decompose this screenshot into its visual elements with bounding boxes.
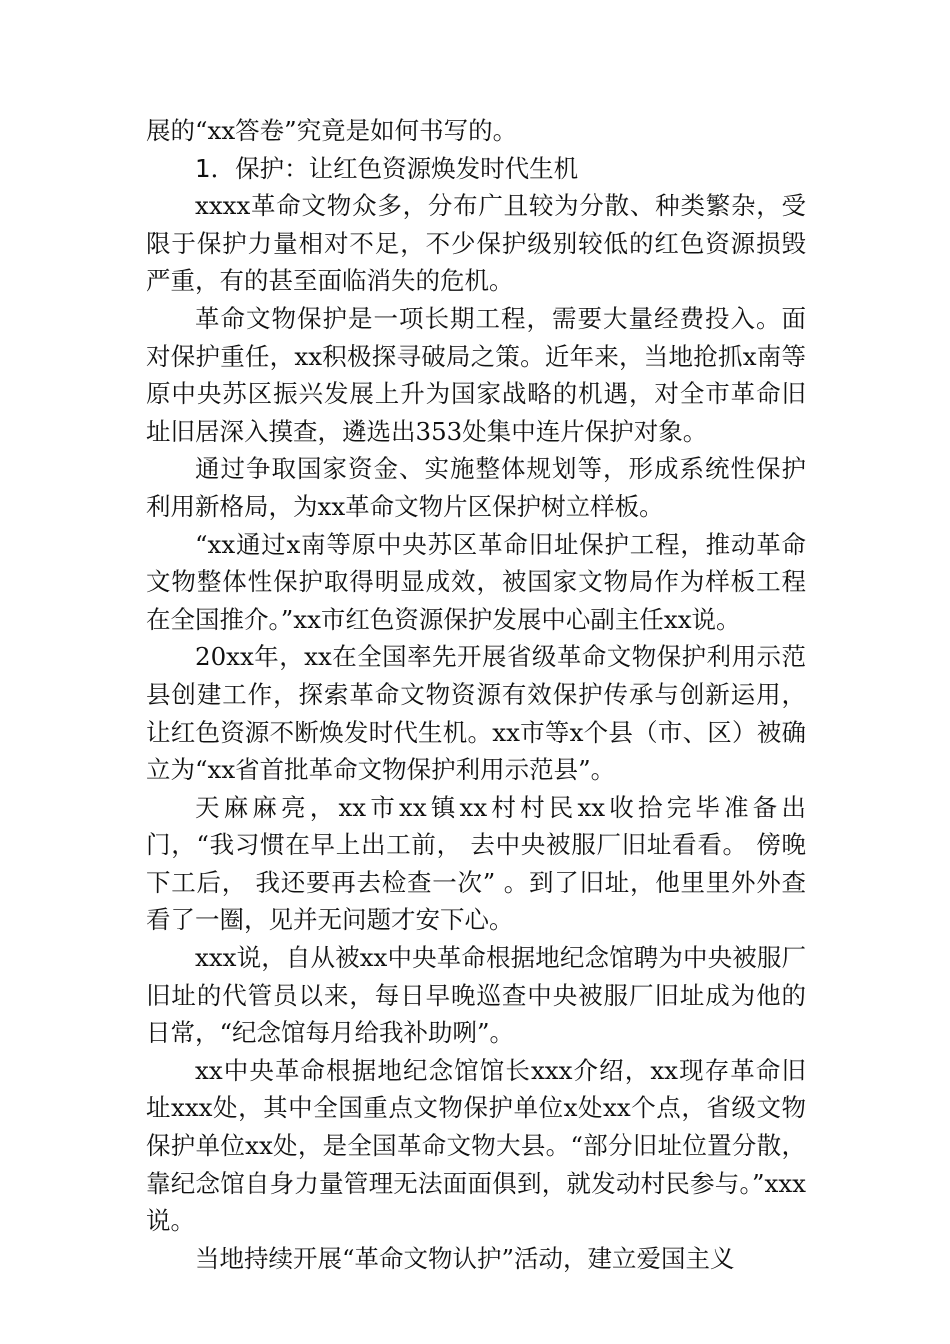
paragraph: 通过争取国家资金、实施整体规划等，形成系统性保护利用新格局，为xx革命文物片区保护树立样板。 <box>146 454 806 521</box>
paragraph: xxx说，自从被xx中央革命根据地纪念馆聘为中央被服厂旧址的代管员以来，每日早晚巡查中央被服厂旧址成为他的日常，“纪念馆每月给我补助咧”。 <box>146 943 806 1048</box>
paragraph: xxxx革命文物众多，分布广且较为分散、种类繁杂，受限于保护力量相对不足，不少保护级别较低的红色资源损毁严重，有的甚至面临消失的危机。 <box>146 191 806 296</box>
paragraph-quote: “xx通过x南等原中央苏区革命旧址保护工程，推动革命文物整体性保护取得明显成效，被国家文物局作为样板工程在全国推介。”xx市红色资源保护发展中心副主任xx说。 <box>146 529 806 634</box>
section-heading: 1．保护：让红色资源焕发时代生机 <box>195 153 579 183</box>
paragraph: 革命文物保护是一项长期工程，需要大量经费投入。面对保护重任，xx积极探寻破局之策。近年来，当地抢抓x南等原中央苏区振兴发展上升为国家战略的机遇，对全市革命旧址旧居深入摸查，遴选出353处集中连片保护对象。 <box>146 303 806 446</box>
paragraph: 20xx年，xx在全国率先开展省级革命文物保护利用示范县创建工作，探索革命文物资源有效保护传承与创新运用，让红色资源不断焕发时代生机。xx市等x个县（市、区）被确立为“xx省首批革命文物保护利用示范县”。 <box>146 642 806 785</box>
paragraph: 当地持续开展“革命文物认护”活动，建立爱国主义 <box>195 1243 735 1273</box>
paragraph: 天麻麻亮，xx市xx镇xx村村民xx收拾完毕准备出门，“我习惯在早上出工前， 去中央被服厂旧址看看。 傍晚下工后， 我还要再去检查一次” 。到了旧址，他里里外外查看了一圈，见并无问题才安下心。 <box>146 792 806 935</box>
paragraph-continuation: 展的“xx答卷”究竟是如何书写的。 <box>146 116 518 145</box>
document-body <box>146 112 806 1277</box>
paragraph: xx中央革命根据地纪念馆馆长xxx介绍，xx现存革命旧址xxx处，其中全国重点文物保护单位x处xx个点，省级文物保护单位xx处，是全国革命文物大县。“部分旧址位置分散，靠纪念馆自身力量管理无法面面俱到，就发动村民参与。”xxx说。 <box>146 1055 806 1236</box>
